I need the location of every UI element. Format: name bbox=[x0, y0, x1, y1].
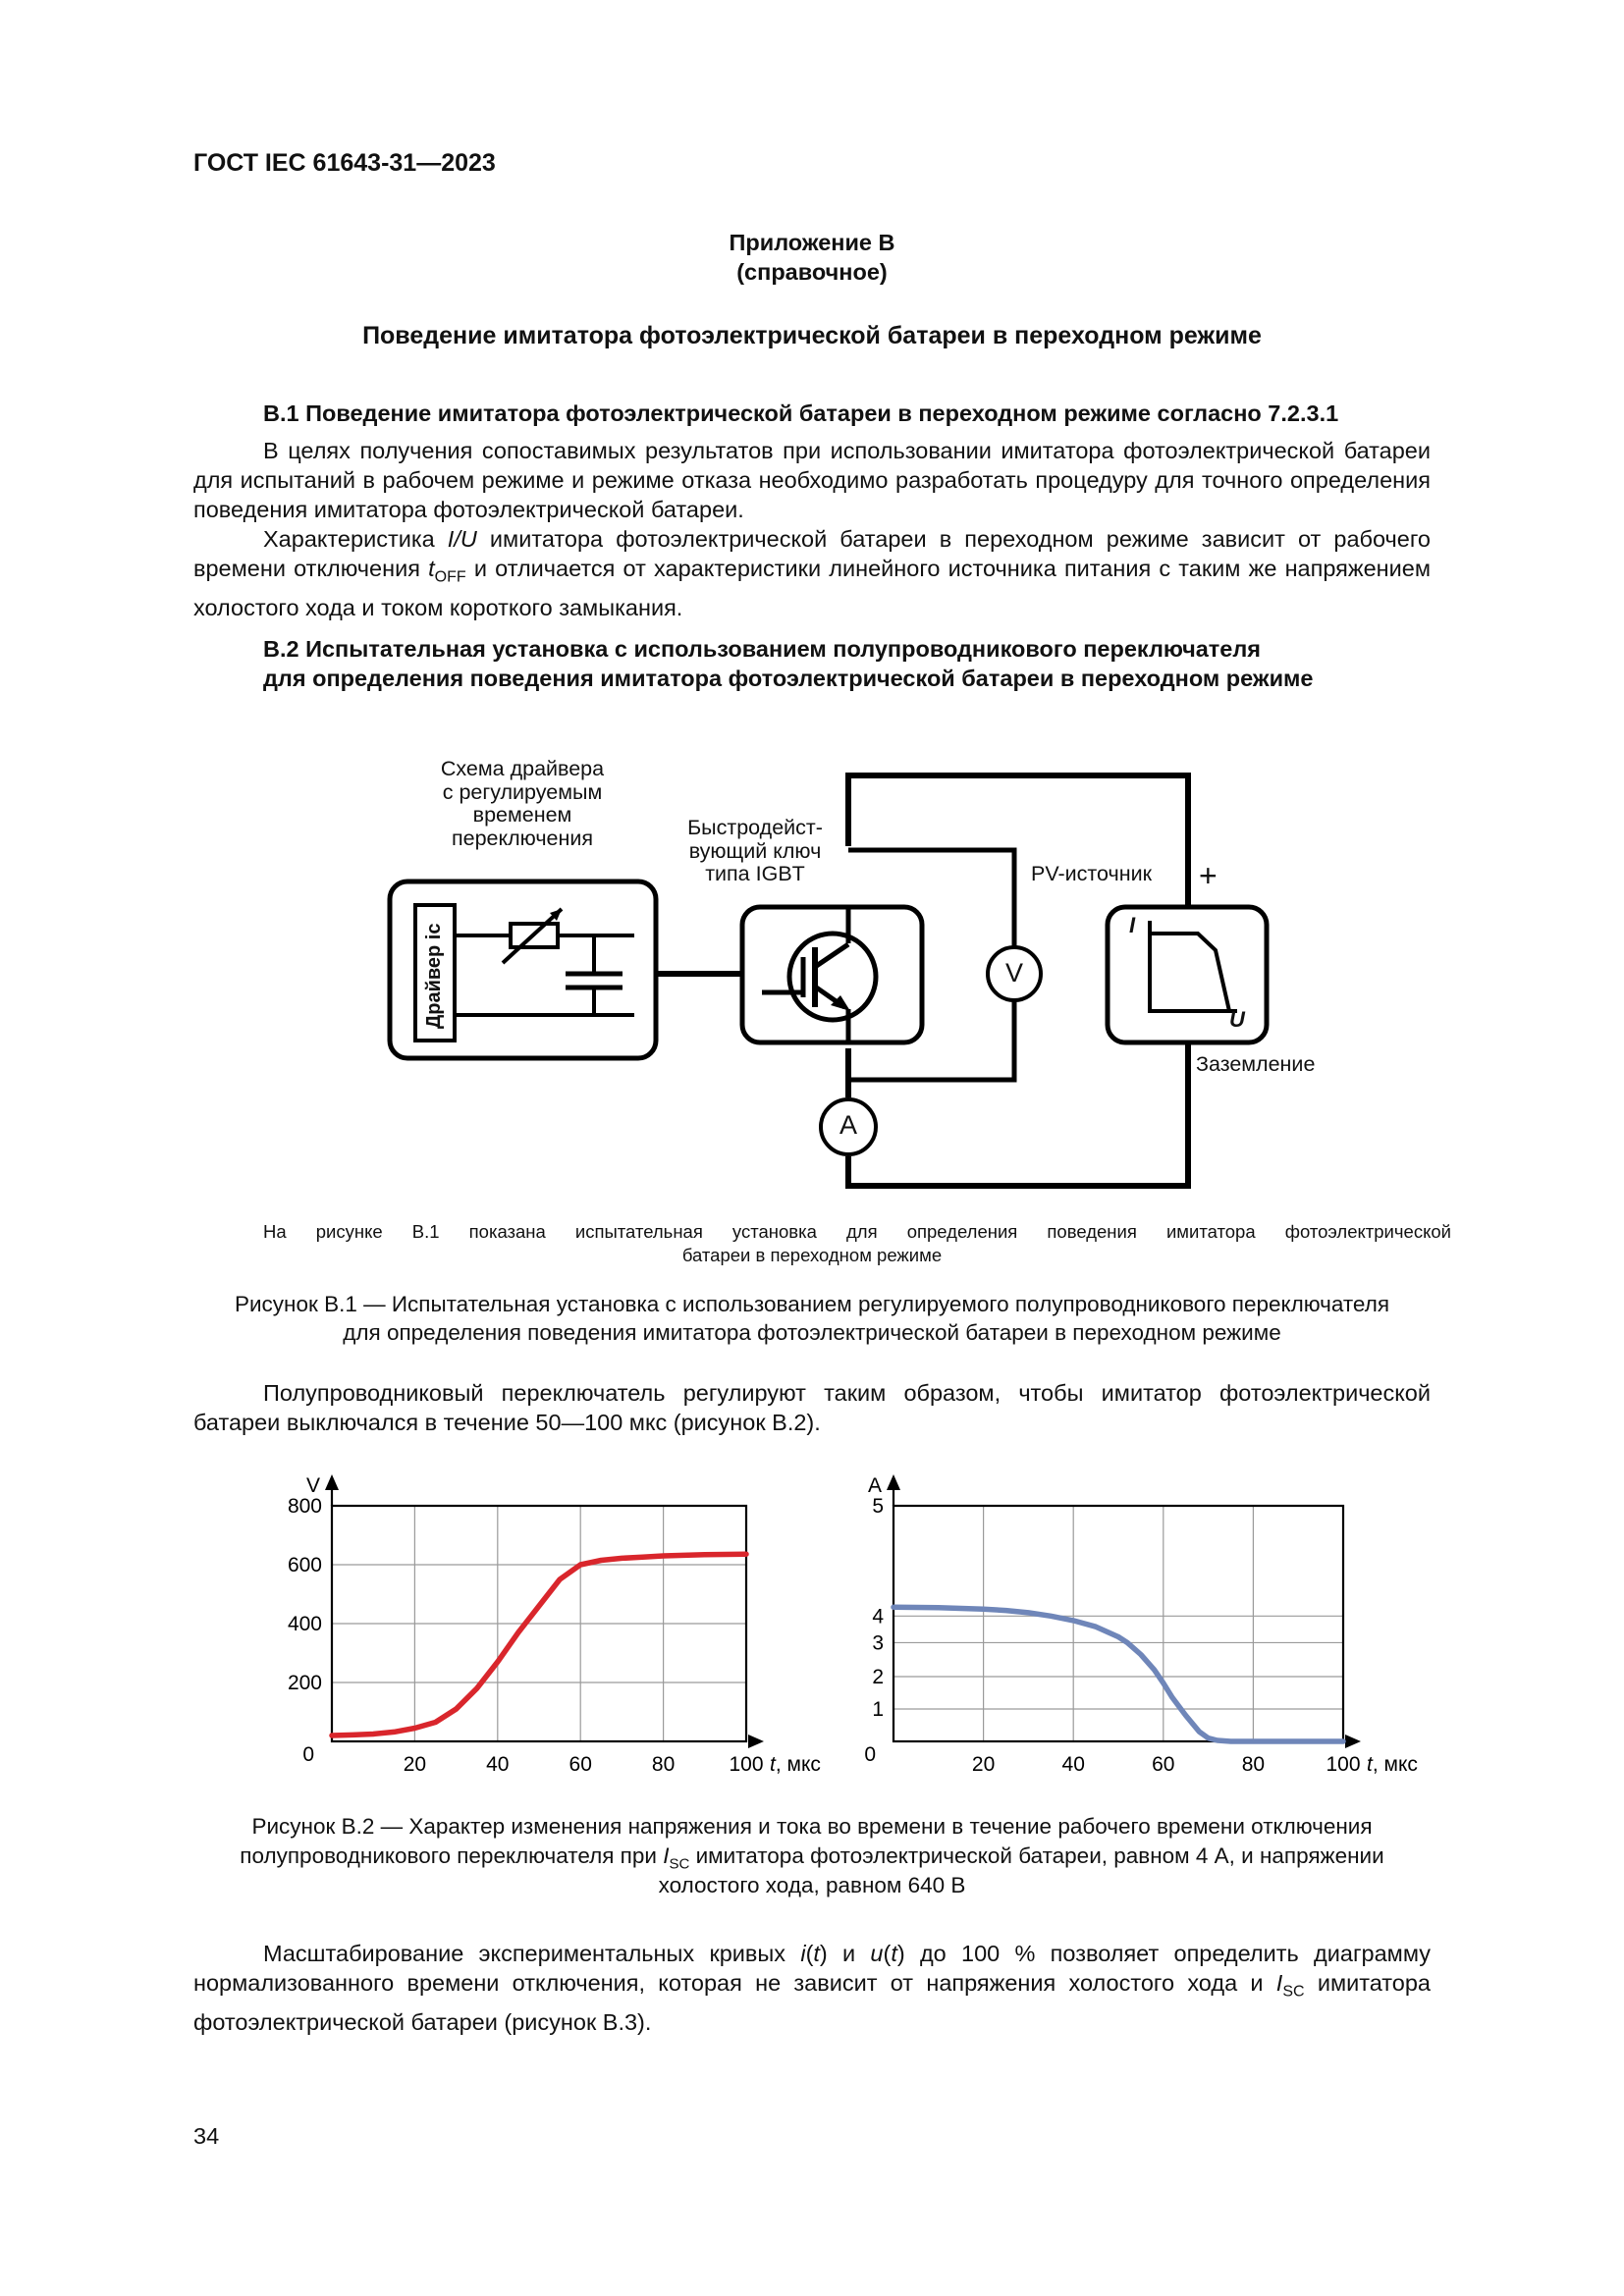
voltage-chart-point bbox=[475, 1687, 478, 1690]
voltage-chart-point bbox=[745, 1553, 748, 1556]
voltage-chart-point bbox=[600, 1559, 603, 1562]
voltage-chart-point bbox=[538, 1605, 541, 1608]
section-b1-paragraph-2: Характеристика I/U имитатора фотоэлектрической батареи в переходном режиме зависит от рабочего времени отключения $t_{OFF}$ и отличается от характеристики линейного источника питания с таким же напряжением холостого хода и током короткого замыкания. bbox=[193, 526, 1431, 620]
current-chart-point bbox=[1162, 1682, 1164, 1684]
appendix-type: (справочное) bbox=[736, 259, 888, 285]
voltage-chart-y-axis-label: V bbox=[305, 1474, 320, 1497]
voltage-chart-point bbox=[434, 1721, 437, 1724]
current-chart-y-tick-label: 1 bbox=[872, 1698, 884, 1721]
figure-b1-caption-line2: для определения поведения имитатора фотоэлектрической батареи в переходном режиме bbox=[343, 1320, 1281, 1345]
pv-axis-i: I bbox=[1129, 913, 1136, 937]
voltage-chart-origin-label: 0 bbox=[302, 1743, 314, 1766]
voltage-chart-point bbox=[455, 1708, 458, 1711]
current-chart-x-arrow-icon bbox=[1345, 1735, 1361, 1748]
page-number: 34 bbox=[193, 2123, 220, 2149]
current-chart-x-tick-label: 20 bbox=[971, 1753, 996, 1776]
current-chart-point bbox=[1004, 1609, 1007, 1612]
current-chart-point bbox=[1117, 1635, 1120, 1638]
current-chart-y-arrow-icon bbox=[887, 1474, 900, 1490]
voltage-chart-x-tick-label: 40 bbox=[486, 1753, 510, 1776]
driver-ic-label: Драйвер ic bbox=[423, 923, 445, 1029]
scale-paragraph: Масштабирование экспериментальных кривых i(t) и u(t) до 100 % позволяет определить диаграмму нормализованного времени отключения, которая не зависит от напряжения холостого хода и $I_{SC}$ имитатора фотоэлектрической батареи (рисунок В.3). bbox=[193, 1941, 1431, 2035]
voltage-chart-y-arrow-icon bbox=[325, 1474, 339, 1490]
current-chart-x-axis-label-t: t bbox=[1367, 1753, 1373, 1776]
voltage-chart-point bbox=[662, 1555, 665, 1558]
plus-sign: + bbox=[1199, 858, 1218, 893]
voltage-chart-y-tick-label: 600 bbox=[287, 1554, 322, 1576]
current-chart-x-tick-label: 40 bbox=[1061, 1753, 1085, 1776]
voltage-chart-x-tick-label: 100 bbox=[729, 1753, 764, 1776]
current-chart-x-tick-label: 80 bbox=[1241, 1753, 1266, 1776]
ammeter-label: A bbox=[839, 1110, 857, 1140]
current-chart-point bbox=[1207, 1736, 1210, 1739]
current-chart-point bbox=[1139, 1653, 1142, 1656]
voltage-chart-point bbox=[579, 1564, 582, 1567]
current-chart-x-axis-label-unit: , мкс bbox=[1372, 1753, 1418, 1776]
voltage-chart-x-axis-label bbox=[770, 1753, 821, 1776]
current-chart-point bbox=[1126, 1641, 1129, 1644]
current-chart-series-line bbox=[893, 1607, 1343, 1741]
voltage-chart-point bbox=[724, 1553, 727, 1556]
current-chart bbox=[854, 1461, 1443, 1785]
current-chart-point bbox=[1216, 1739, 1218, 1742]
current-chart-point bbox=[1153, 1669, 1156, 1672]
current-chart-x-tick-label: 60 bbox=[1152, 1753, 1175, 1776]
current-chart-origin-label: 0 bbox=[864, 1743, 876, 1766]
voltage-chart-point bbox=[621, 1557, 623, 1560]
switch-paragraph: Полупроводниковый переключатель регулируют таким образом, чтобы имитатор фотоэлектрической батареи выключался в течение 50—100 мкс (рисунок В.2). bbox=[193, 1380, 1431, 1435]
voltage-chart-point bbox=[559, 1578, 562, 1581]
figure-b2-caption-line3: холостого хода, равном 640 В bbox=[658, 1873, 966, 1897]
voltage-chart-point bbox=[393, 1731, 396, 1734]
voltage-chart-point bbox=[413, 1727, 416, 1730]
pv-source-label: PV-источник bbox=[1031, 862, 1152, 885]
voltage-chart-point bbox=[682, 1554, 685, 1557]
voltage-chart-x-tick-label: 60 bbox=[568, 1753, 592, 1776]
current-chart-point bbox=[1050, 1615, 1053, 1618]
current-chart-point bbox=[1297, 1740, 1300, 1743]
current-chart-y-tick-label: 4 bbox=[872, 1605, 884, 1629]
voltage-chart bbox=[287, 1461, 844, 1785]
current-chart-point bbox=[1342, 1740, 1345, 1743]
voltage-chart-y-tick-label: 200 bbox=[287, 1672, 322, 1694]
figure-b1-note-line2: батареи в переходном режиме bbox=[681, 1245, 943, 1265]
voltage-chart-point bbox=[352, 1734, 354, 1736]
igbt-caption: Быстродейст- вующий ключ типа IGBT bbox=[687, 816, 823, 885]
current-chart-point bbox=[1229, 1740, 1232, 1743]
document-code: ГОСТ IEC 61643-31—2023 bbox=[193, 149, 496, 177]
voltage-chart-x-axis-label-t: t bbox=[770, 1753, 776, 1776]
voltage-chart-x-axis-label-unit: , мкс bbox=[775, 1753, 821, 1776]
appendix-title: Приложение В bbox=[729, 230, 895, 255]
current-chart-x-tick-label: 100 bbox=[1326, 1753, 1361, 1776]
section-b2-heading-line1: В.2 Испытательная установка с использованием полупроводникового переключателя bbox=[263, 636, 1261, 662]
main-title: Поведение имитатора фотоэлектрической батареи в переходном режиме bbox=[362, 322, 1262, 349]
current-chart-point bbox=[1170, 1696, 1173, 1699]
current-chart-point bbox=[937, 1606, 940, 1609]
figure-b1-note-line1: На рисунке В.1 показана испытательная установка для определения поведения имитатора фотоэлектрической bbox=[263, 1221, 1451, 1242]
current-chart-point bbox=[1072, 1619, 1075, 1622]
voltage-chart-point bbox=[496, 1661, 499, 1664]
current-chart-y-tick-label: 5 bbox=[872, 1495, 884, 1518]
voltage-chart-point bbox=[516, 1631, 519, 1634]
current-chart-point bbox=[1095, 1626, 1098, 1629]
current-chart-y-axis-label: A bbox=[867, 1474, 882, 1497]
current-chart-x-axis-label bbox=[1367, 1753, 1418, 1776]
voltage-chart-x-arrow-icon bbox=[748, 1735, 764, 1748]
voltage-chart-x-tick-label: 20 bbox=[403, 1753, 427, 1776]
current-chart-point bbox=[1252, 1740, 1255, 1743]
section-b2-heading-line2: для определения поведения имитатора фотоэлектрической батареи в переходном режиме bbox=[263, 666, 1314, 691]
figure-b2-caption-line2: полупроводникового переключателя при $I_{SC}$ имитатора фотоэлектрической батареи, равном 4 А, и напряжении bbox=[240, 1843, 1384, 1873]
current-chart-point bbox=[982, 1608, 985, 1611]
pv-axis-u: U bbox=[1229, 1007, 1245, 1032]
voltage-chart-point bbox=[703, 1553, 706, 1556]
current-chart-point bbox=[959, 1607, 962, 1610]
ground-label: Заземление bbox=[1196, 1052, 1316, 1076]
voltage-chart-series-line bbox=[332, 1554, 746, 1735]
voltage-chart-x-tick-label: 80 bbox=[651, 1753, 676, 1776]
current-chart-point bbox=[1027, 1611, 1030, 1614]
voltage-chart-point bbox=[372, 1733, 375, 1735]
section-b1-heading: В.1 Поведение имитатора фотоэлектрической батареи в переходном режиме согласно 7.2.3.1 bbox=[263, 400, 1339, 426]
voltage-chart-point bbox=[331, 1735, 334, 1737]
current-chart-y-tick-label: 2 bbox=[872, 1666, 884, 1688]
voltage-chart-y-tick-label: 400 bbox=[287, 1613, 322, 1635]
figure-b1-caption-line1: Рисунок В.1 — Испытательная установка с использованием регулируемого полупроводникового переключателя bbox=[234, 1292, 1390, 1316]
current-chart-point bbox=[914, 1606, 917, 1609]
driver-caption: Схема драйвера с регулируемым временем переключения bbox=[440, 757, 605, 850]
voltage-chart-y-tick-label: 800 bbox=[287, 1495, 322, 1518]
current-chart-point bbox=[893, 1606, 895, 1609]
current-chart-y-tick-label: 3 bbox=[872, 1631, 884, 1655]
figure-b2-caption-line1: Рисунок В.2 — Характер изменения напряжения и тока во времени в течение рабочего времени отключения bbox=[251, 1814, 1373, 1839]
voltage-chart-point bbox=[641, 1556, 644, 1559]
current-chart-frame bbox=[893, 1506, 1343, 1741]
current-chart-point bbox=[1198, 1731, 1201, 1734]
current-chart-point bbox=[1184, 1714, 1187, 1717]
section-b1-paragraph-1: В целях получения сопоставимых результатов при использовании имитатора фотоэлектрической батареи для испытаний в рабочем режиме и режиме отказа необходимо разработать процедуру для точного определения поведения имитатора фотоэлектрической батареи. bbox=[193, 438, 1431, 522]
voltmeter-label: V bbox=[1004, 958, 1023, 988]
